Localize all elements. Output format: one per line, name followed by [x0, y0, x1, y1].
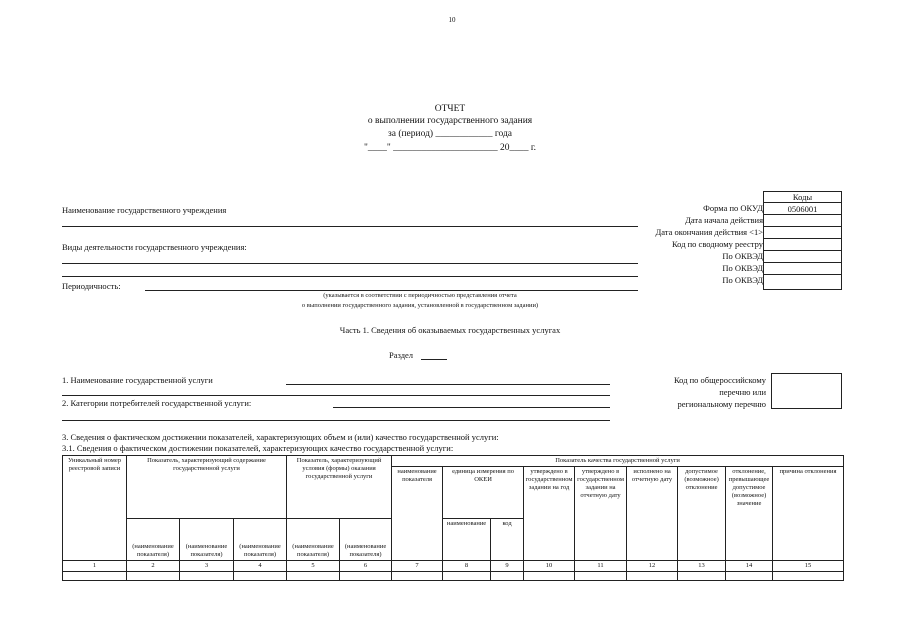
col-number: 10 — [524, 561, 575, 572]
code-end-date — [764, 228, 841, 239]
codes-label-okved-1: По ОКВЭД — [722, 251, 763, 261]
item3-text: 3. Сведения о фактическом достижении показателей, характеризующих объем и (или) качество государственной услуги: — [62, 432, 499, 442]
report-title: ОТЧЕТ — [434, 104, 466, 114]
sub-indicator-name-5: (наименование показателя) — [340, 519, 392, 561]
sub-indicator-name-1: (наименование показателя) — [127, 519, 180, 561]
codes-label-okved-3: По ОКВЭД — [722, 275, 763, 285]
code-okved-2 — [764, 264, 841, 275]
registry-code-box — [771, 373, 842, 409]
item31-text: 3.1. Сведения о фактическом достижении показателей, характеризующих качество государственной услуги: — [62, 443, 454, 453]
col-number: 2 — [127, 561, 180, 572]
header-unique-number: Уникальный номер реестровой записи — [63, 456, 127, 561]
header-unit-name: наименование — [443, 519, 491, 561]
codes-label-okved-2: По ОКВЭД — [722, 263, 763, 273]
service-name-line — [286, 384, 610, 385]
institution-name-label: Наименование государственного учреждения — [62, 205, 227, 215]
header-unit: единица измерения по ОКЕИ — [443, 467, 524, 519]
part1-heading: Часть 1. Сведения об оказываемых государственных услугах — [339, 325, 561, 335]
sub-indicator-name-3: (наименование показателя) — [234, 519, 287, 561]
col-number: 6 — [340, 561, 392, 572]
col-number: 15 — [773, 561, 844, 572]
col-number: 3 — [180, 561, 234, 572]
activity-line-1 — [62, 263, 638, 264]
header-allowed-deviation: допустимое (возможное) отклонение — [678, 467, 726, 561]
sub-indicator-name-2: (наименование показателя) — [180, 519, 234, 561]
periodicity-line — [145, 290, 638, 291]
periodicity-note-1: (указывается в соответствии с периодичностью представления отчета — [323, 292, 517, 299]
col-number: 13 — [678, 561, 726, 572]
table-row — [63, 572, 844, 581]
report-period: за (период) ____________ года — [387, 129, 513, 139]
periodicity-note-2: о выполнении государственного задания, установленной в государственном задании) — [301, 302, 539, 309]
col-number: 4 — [234, 561, 287, 572]
col-number: 7 — [392, 561, 443, 572]
report-date: "____" ______________________ 20____ г. — [363, 143, 537, 153]
col-number: 1 — [63, 561, 127, 572]
header-unit-code: код — [491, 519, 524, 561]
activity-types-label: Виды деятельности государственного учреждения: — [62, 242, 247, 252]
header-reason: причина отклонения — [773, 467, 844, 561]
registry-code-label-2: перечню или — [719, 387, 766, 397]
code-okved-1 — [764, 252, 841, 263]
institution-name-line — [62, 226, 638, 227]
page-number: 10 — [448, 16, 456, 24]
registry-code-label-3: региональному перечню — [677, 399, 766, 409]
header-indicator-name: наименование показателя — [392, 467, 443, 561]
codes-label-registry: Код по сводному реестру — [671, 239, 763, 249]
registry-code-label-1: Код по общероссийскому — [673, 375, 766, 385]
service-name-label: 1. Наименование государственной услуги — [62, 375, 213, 385]
header-approved-year: утверждено в государственном задании на год — [524, 467, 575, 561]
sub-indicator-name-4: (наименование показателя) — [287, 519, 340, 561]
header-quality-indicator: Показатель качества государственной услуги — [392, 456, 844, 467]
col-number: 8 — [443, 561, 491, 572]
header-conditions-indicator: Показатель, характеризующий условия (формы) оказания государственной услуги — [287, 456, 392, 519]
codes-table — [763, 191, 842, 290]
consumers-line-2 — [62, 420, 610, 421]
quality-indicators-table — [62, 455, 844, 581]
section-line — [421, 359, 447, 360]
header-approved-date: утверждено в государственном задании на отчетную дату — [575, 467, 627, 561]
codes-label-start: Дата начала действия — [685, 215, 763, 225]
codes-label-end: Дата окончания действия <1> — [655, 227, 763, 237]
consumers-label: 2. Категории потребителей государственной услуги: — [62, 398, 252, 408]
report-subtitle: о выполнении государственного задания — [367, 116, 533, 126]
code-start-date — [764, 216, 841, 227]
header-executed: исполнено на отчетную дату — [627, 467, 678, 561]
col-number: 9 — [491, 561, 524, 572]
code-okud: 0506001 — [764, 204, 841, 215]
code-registry — [764, 240, 841, 251]
activity-line-2 — [62, 276, 638, 277]
codes-header: Коды — [764, 192, 841, 203]
col-number: 11 — [575, 561, 627, 572]
header-deviation: отклонение, превышающее допустимое (возможное) значение — [726, 467, 773, 561]
col-number: 12 — [627, 561, 678, 572]
header-content-indicator: Показатель, характеризующий содержание государственной услуги — [127, 456, 287, 519]
consumers-line — [333, 407, 610, 408]
periodicity-label: Периодичность: — [62, 281, 121, 291]
col-number: 14 — [726, 561, 773, 572]
col-number: 5 — [287, 561, 340, 572]
service-name-line-2 — [62, 395, 610, 396]
codes-label-okud: Форма по ОКУД — [703, 203, 763, 213]
code-okved-3 — [764, 276, 841, 287]
section-label: Раздел — [389, 350, 414, 360]
